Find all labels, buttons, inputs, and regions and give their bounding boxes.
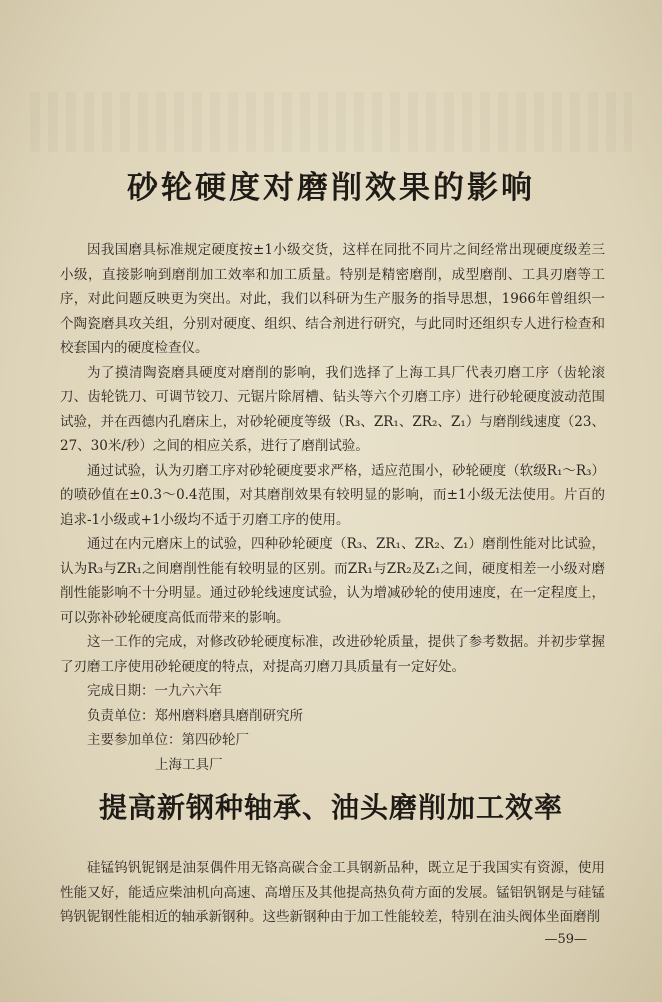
paragraph: 因我国磨具标准规定硬度按±1小级交货，这样在同批不同片之间经常出现硬度级差三小级，直接影响到磨削加工效率和加工质量。特别是精密磨削，成型磨削、工具刃磨等工序，对此问题反映更为突出。对此，我们以科研为生产服务的指导思想，1966年曾组织一个陶瓷磨具攻关组，分别对硬度、组织、结合剂进行研究，与此同时还组织专人进行检查和校套国内的硬度检查仪。 xyxy=(60,242,605,356)
article-title-2: 提高新钢种轴承、油头磨削加工效率 xyxy=(98,791,563,824)
paragraph: 通过在内元磨床上的试验，四种砂轮硬度（R₃、ZR₁、ZR₂、Z₁）磨削性能对比试验，认为R₃与ZR₁之间磨削性能有较明显的区别。而ZR₁与ZR₂及Z₁之间，硬度相差一小级对磨削性能影响不十分明显。通过砂轮线速度试验，认为增减砂轮的使用速度，在一定程度上，可以弥补砂轮硬度高低而带来的影响。 xyxy=(60,536,605,626)
completion-date: 完成日期：一九六六年 xyxy=(87,683,222,699)
article-title: 砂轮硬度对磨削效果的影响 xyxy=(127,170,535,206)
page-number: —59— xyxy=(544,932,587,947)
show-through-text xyxy=(30,92,632,152)
paragraph: 为了摸清陶瓷磨具硬度对磨削的影响，我们选择了上海工具厂代表刃磨工序（齿轮滚刀、齿轮铣刀、可调节铰刀、元锯片除屑槽、钻头等六个刃磨工序）进行砂轮硬度波动范围试验，并在西德内孔磨床上，对砂轮硬度等级（R₃、ZR₁、ZR₂、Z₁）与磨削线速度（23、27、30米/秒）之间的相应关系，进行了磨削试验。 xyxy=(60,364,605,454)
paragraph: 硅锰钨钒铌钢是油泵偶件用无铬高碳合金工具钢新品种，既立足于我国实有资源，使用性能又好，能适应柴油机向高速、高增压及其他提高热负荷方面的发展。锰铝钒钢是与硅锰钨钒铌钢性能相近的轴承新钢种。这些新钢种由于加工性能较差，特别在油头阀体坐面磨削 xyxy=(60,860,605,925)
responsible-unit: 负责单位：郑州磨料磨具磨削研究所 xyxy=(87,707,303,724)
paragraph: 这一工作的完成，对修改砂轮硬度标准，改进砂轮质量，提供了参考数据。并初步掌握了刃磨工序使用砂轮硬度的特点，对提高刃磨刀具质量有一定好处。 xyxy=(60,634,605,675)
participating-units: 主要参加单位：第四砂轮厂 xyxy=(87,732,249,748)
paragraph: 通过试验，认为刃磨工序对砂轮硬度要求严格，适应范围小，砂轮硬度（软级R₁～R₃）的喷砂值在±0.3～0.4范围，对其磨削效果有较明显的影响，而±1小级无法使用。片百的追求-1小级或+1小级均不适于刃磨工序的使用。 xyxy=(60,462,605,528)
article-body-2 xyxy=(60,856,605,930)
article-body xyxy=(60,238,605,777)
participating-unit-2: 上海工具厂 xyxy=(155,756,223,773)
